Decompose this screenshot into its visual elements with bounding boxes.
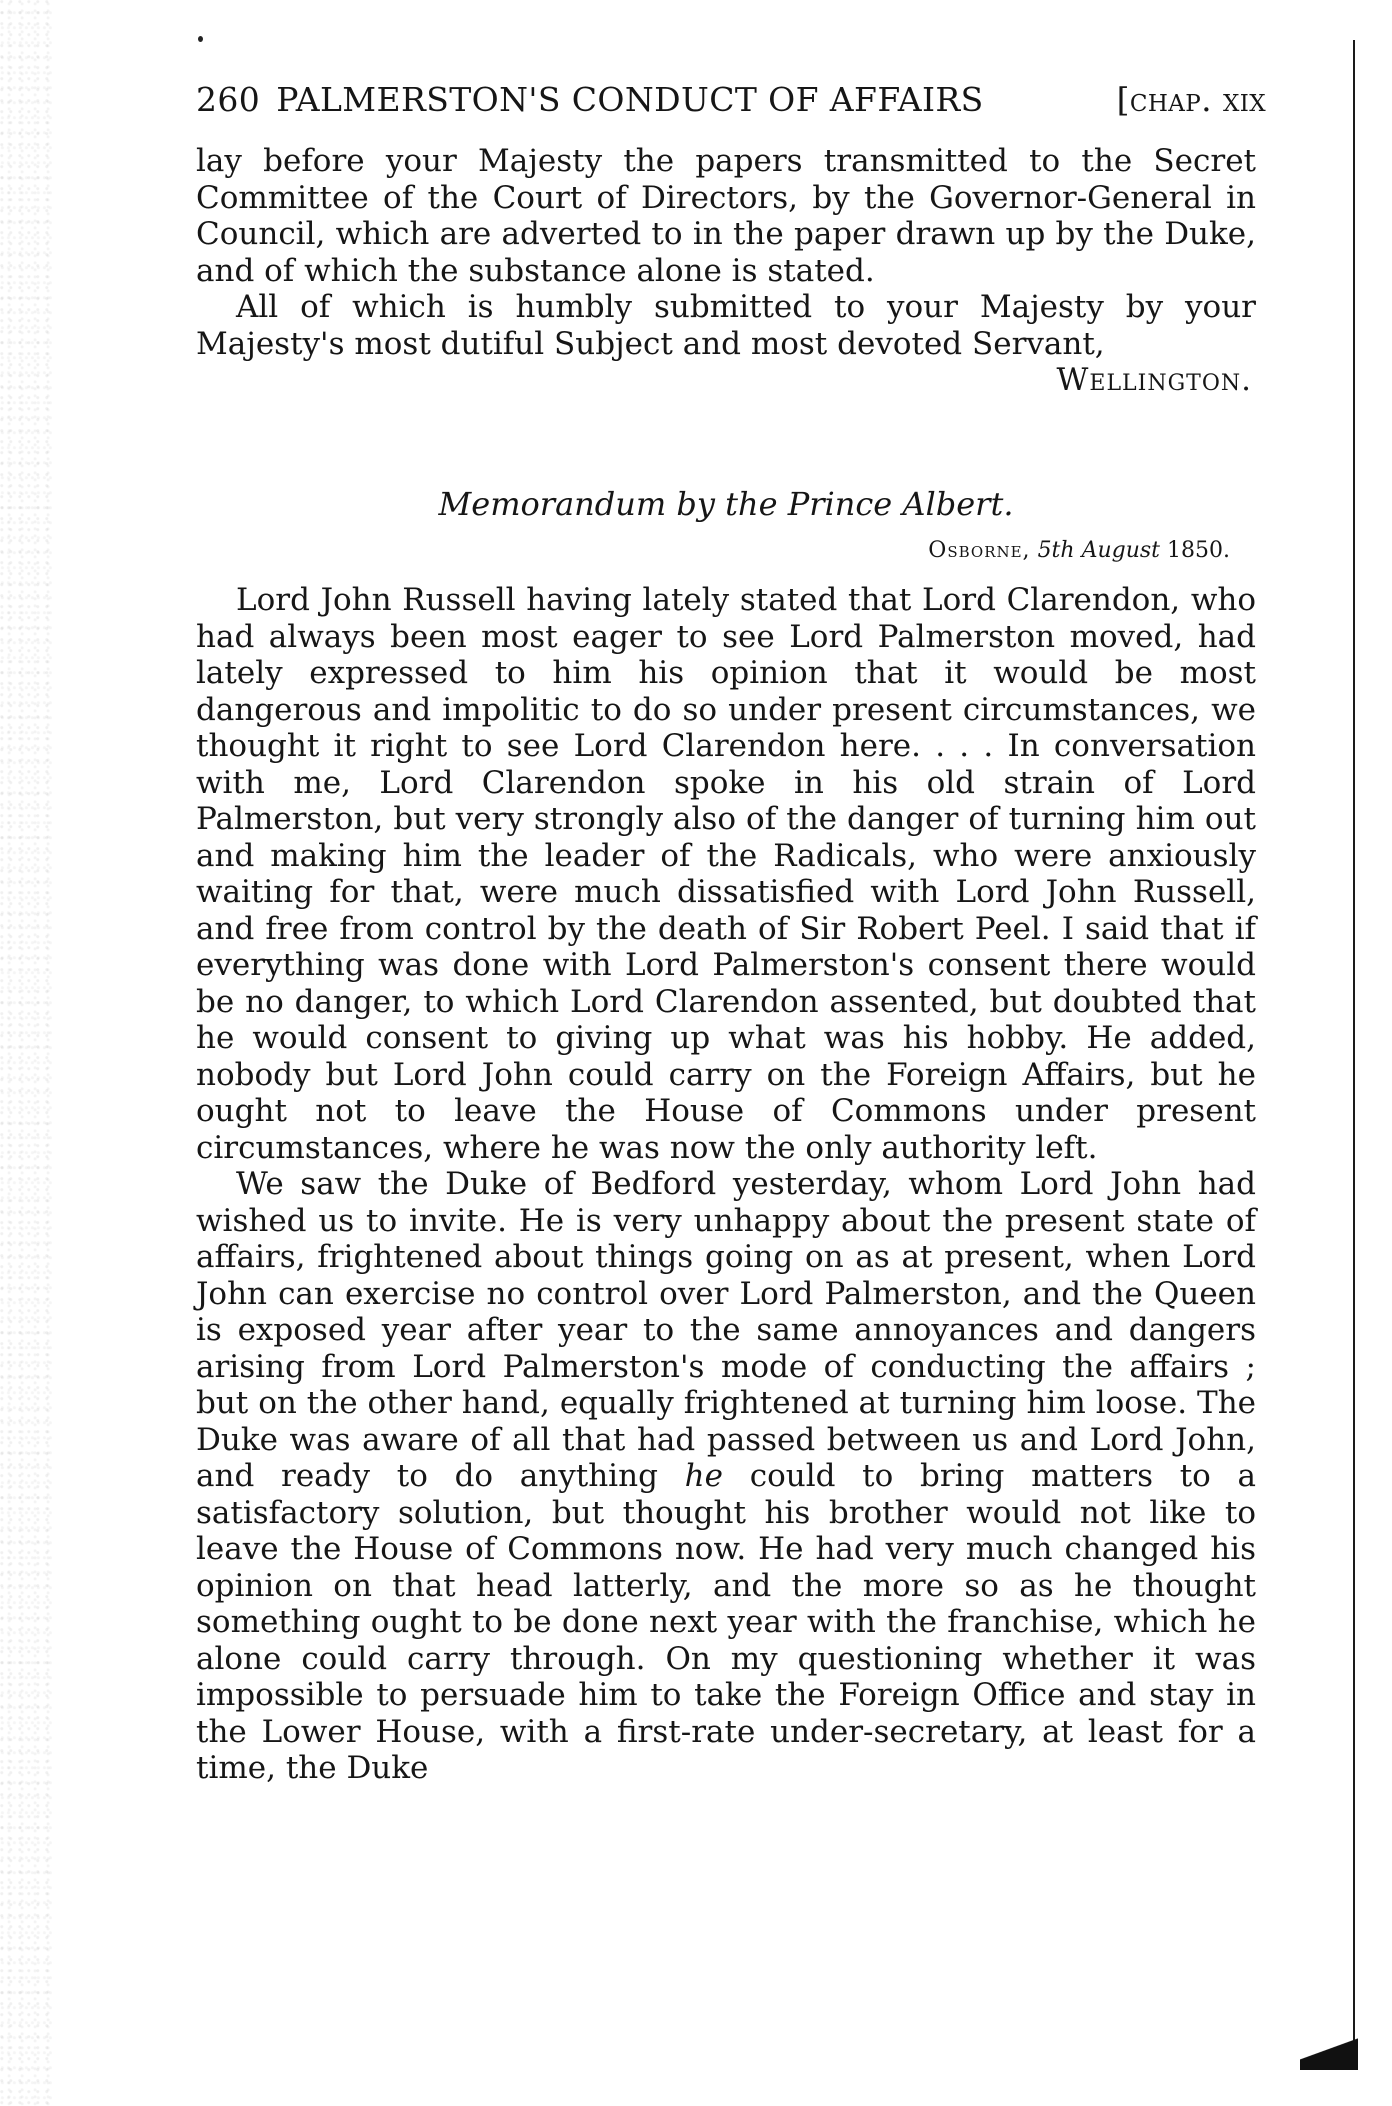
paragraph-2-text-b: could to bring matters to a satisfactory solution, but thought his brother would not like to leave the House of Commons now. He had very much changed his opinion on that head latterly, and the more so as he thought something ought to be done next year with the franchise, which he alone could carry through. On my questioning whether it was impossible to persuade him to take the Foreign Office and stay in the Lower House, with a first-rate under-secretary, at least for a time, the Duke [196, 1458, 1257, 1786]
signature: Wellington. [1056, 362, 1252, 398]
scan-speck [198, 36, 203, 42]
memorandum-body [196, 582, 1256, 1787]
letter-closing-paragraph: All of which is humbly submitted to your Majesty by your Majesty's most dutiful Subject and most devoted Servant, [196, 289, 1256, 362]
dateline-place: Osborne, [928, 538, 1031, 563]
page-number: 260 [196, 80, 261, 119]
running-header [196, 80, 1266, 119]
memorandum-dateline [196, 538, 1230, 563]
dateline-day-month: 5th August [1037, 538, 1161, 563]
memorandum-paragraph-1: Lord John Russell having lately stated that Lord Clarendon, who had always been most eager to see Lord Palmerston moved, had lately expressed to him his opinion that it would be most dangerous and impolitic to do so under present circumstances, we thought it right to see Lord Clarendon here. . . . In conversation with me, Lord Clarendon spoke in his old strain of Lord Palmerston, but very strongly also of the danger of turning him out and making him the leader of the Radicals, who were anxiously waiting for that, were much dissatisfied with Lord John Russell, and free from control by the death of Sir Robert Peel. I said that if everything was done with Lord Palmerston's consent there would be no danger, to which Lord Clarendon assented, but doubted that he would consent to giving up what was his hobby. He added, nobody but Lord John could carry on the Foreign Affairs, but he ought not to leave the House of Commons under present circumstances, where he was now the only authority left. [196, 582, 1256, 1166]
chapter-label: [chap. xix [1116, 80, 1266, 119]
page-edge-line [1353, 40, 1355, 2070]
memorandum-paragraph-2 [196, 1166, 1256, 1787]
running-title: PALMERSTON'S CONDUCT OF AFFAIRS [276, 80, 984, 119]
emphasis-he: he [684, 1458, 723, 1494]
paragraph-2-text-a: We saw the Duke of Bedford yesterday, whom Lord John had wished us to invite. He is very unhappy about the present state of affairs, frightened about things going on as at present, when Lord John can exercise no control over Lord Palmerston, and the Queen is exposed year after year to the same annoyances and dangers arising from Lord Palmerston's mode of conducting the affairs ; but on the other hand, equally frightened at turning him loose. The Duke was aware of all that had passed between us and Lord John, and ready to do anything [196, 1166, 1256, 1494]
letter-paragraph: lay before your Majesty the papers transmitted to the Secret Committee of the Court of Directors, by the Governor-General in Council, which are adverted to in the paper drawn up by the Duke, and of which the substance alone is stated. [196, 143, 1256, 289]
memorandum-title: Memorandum by the Prince Albert. [438, 485, 1014, 523]
letter-close-block [196, 143, 1256, 399]
dateline-year: 1850. [1167, 538, 1230, 563]
scan-gutter-shadow [0, 0, 52, 2106]
page-edge-corner [1300, 2020, 1358, 2070]
